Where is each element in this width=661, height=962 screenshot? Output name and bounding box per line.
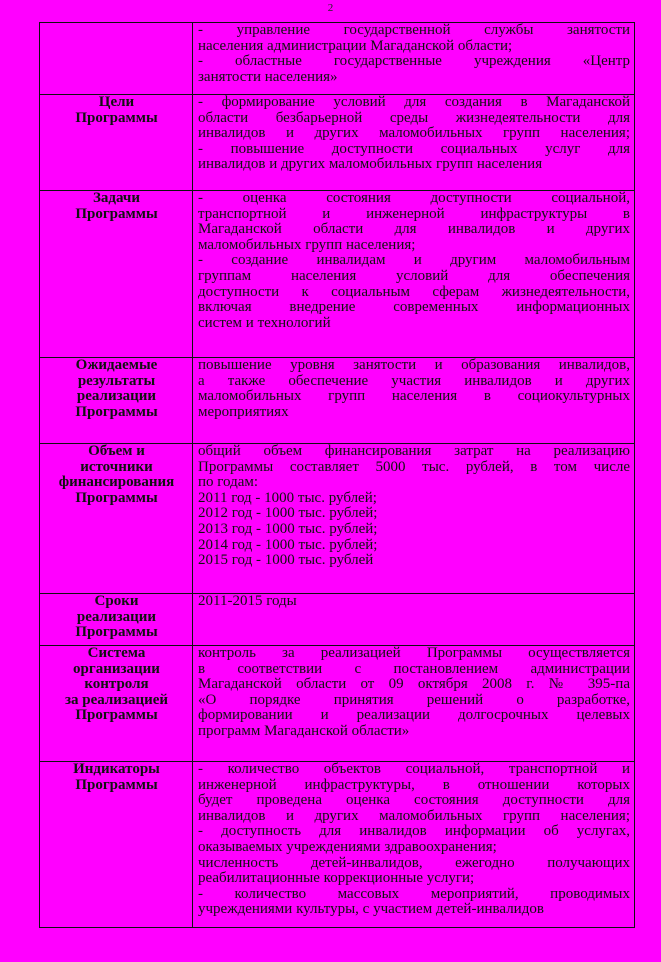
content-line: 2014 год - 1000 тыс. рублей; [198, 536, 378, 553]
content-line: группам населения условий для обеспечения [198, 267, 630, 284]
content-line: по годам: [198, 474, 259, 491]
content-line: 2012 год - 1000 тыс. рублей; [198, 505, 378, 522]
row-label: Задачи Программы [40, 191, 193, 358]
content-line: Магаданской области от 09 октября 2008 г. № 395-па [198, 676, 630, 693]
content-line: маломобильных групп населения в социокультурных [198, 388, 630, 405]
table-row-tasks [40, 191, 635, 358]
row-content [193, 358, 635, 444]
content-line: - оценка состояния доступности социальной, [198, 190, 630, 206]
content-line: в соответствии с постановлением администрации [198, 660, 630, 677]
content-line: инженерной инфраструктуры, в отношении которых [198, 776, 630, 793]
content-line: инвалидов и других маломобильных групп населения; [198, 807, 630, 824]
content-line: будет проведена оценка состояния доступности для [198, 792, 630, 809]
row-content [193, 23, 635, 95]
content-line: Программы составляет 5000 тыс. рублей, в том числе [198, 458, 630, 475]
content-line: реабилитационные коррекционные услуги; [198, 870, 475, 887]
row-content [193, 95, 635, 191]
content-line: - количество объектов социальной, транспортной и [198, 761, 630, 777]
content-line: учреждениями культуры, с участием детей-инвалидов [198, 901, 544, 918]
content-line: - областные государственные учреждения «Центр [198, 53, 630, 70]
content-line: области безбарьерной среды жизнедеятельности для [198, 109, 630, 126]
content-line: - управление государственной службы занятости [198, 22, 630, 38]
content-line: 2011 год - 1000 тыс. рублей; [198, 489, 377, 506]
row-label: Цели Программы [40, 95, 193, 191]
table-row-financing [40, 444, 635, 594]
content-line: общий объем финансирования затрат на реализацию [198, 443, 630, 459]
content-line: инвалидов и других маломобильных групп населения [198, 156, 543, 173]
content-line: формировании и реализации долгосрочных целевых [198, 707, 630, 724]
row-label: Система организации контроля за реализацией Программы [40, 646, 193, 762]
row-label: Ожидаемые результаты реализации Программы [40, 358, 193, 444]
table-row-goals [40, 95, 635, 191]
row-label: Объем и источники финансирования Программы [40, 444, 193, 594]
row-label: Сроки реализации Программы [40, 594, 193, 646]
page-number: 2 [327, 2, 334, 14]
table-row-terms [40, 594, 635, 646]
content-line: транспортной и инженерной инфраструктуры в [198, 205, 630, 222]
table-row-expected-results [40, 358, 635, 444]
content-line: - доступность для инвалидов информации об услугах, [198, 823, 630, 840]
content-line: оказываемых учреждениями здравоохранения; [198, 838, 497, 855]
content-line: маломобильных групп населения; [198, 236, 416, 253]
row-content [193, 646, 635, 762]
content-line: систем и технологий [198, 314, 331, 331]
program-passport-table [39, 22, 635, 928]
content-line: - повышение доступности социальных услуг для [198, 140, 630, 157]
row-content [193, 594, 635, 646]
content-line: Магаданской области для инвалидов и других [198, 221, 630, 238]
row-content [193, 762, 635, 928]
content-line: численность детей-инвалидов, ежегодно получающих [198, 854, 630, 871]
content-line: программ Магаданской области» [198, 722, 410, 739]
content-line: 2015 год - 1000 тыс. рублей [198, 552, 374, 569]
content-line: включая внедрение современных информационных [198, 299, 630, 316]
content-line: 2011-2015 годы [198, 593, 297, 609]
content-line: мероприятиях [198, 403, 289, 420]
table-row-executors [40, 23, 635, 95]
table-row-control-system [40, 646, 635, 762]
content-line: - формирование условий для создания в Магаданской [198, 94, 630, 110]
row-content [193, 191, 635, 358]
content-line: «О порядке принятия решений о разработке, [198, 691, 630, 708]
content-line: - создание инвалидам и другим маломобильным [198, 252, 630, 269]
content-line: - количество массовых мероприятий, проводимых [198, 885, 630, 902]
table-row-indicators [40, 762, 635, 928]
content-line: повышение уровня занятости и образования инвалидов, [198, 357, 630, 373]
content-line: 2013 год - 1000 тыс. рублей; [198, 520, 378, 537]
content-line: инвалидов и других маломобильных групп населения; [198, 125, 630, 142]
row-label: Индикаторы Программы [40, 762, 193, 928]
content-line: доступности к социальным сферам жизнедеятельности, [198, 283, 630, 300]
content-line: контроль за реализацией Программы осуществляется [198, 645, 630, 661]
row-label [40, 23, 193, 95]
content-line: а также обеспечение участия инвалидов и других [198, 372, 630, 389]
content-line: населения администрации Магаданской области; [198, 37, 513, 54]
content-line: занятости населения» [198, 68, 338, 85]
row-content [193, 444, 635, 594]
